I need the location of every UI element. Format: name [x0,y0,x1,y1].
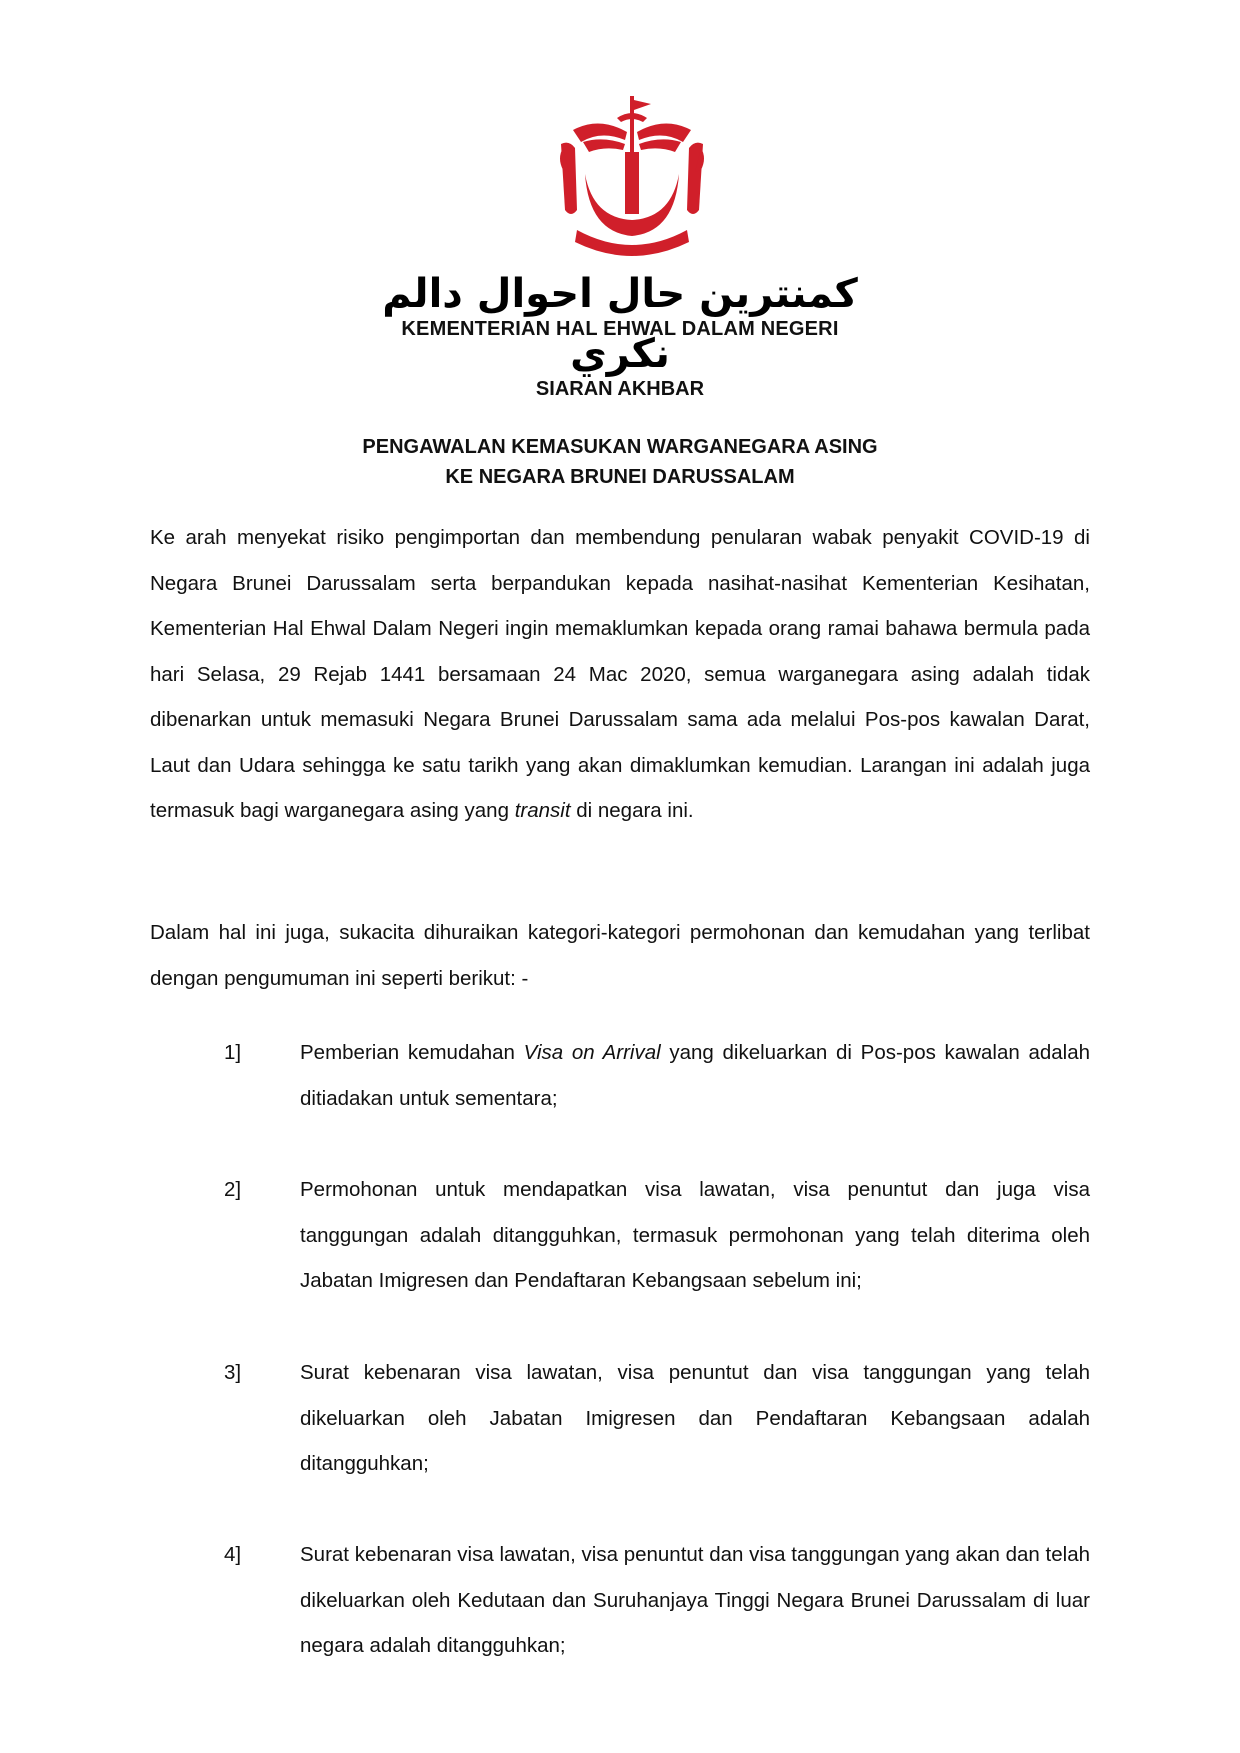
list-item-text [300,1030,1090,1121]
list-item-number: 4] [224,1543,242,1566]
list-item-text-post: yang dikeluarkan di Pos-pos kawalan adalah ditiadakan untuk sementara; [300,1041,1091,1110]
ministry-jawi-title: كمنترين حال احوال دالم نكري [382,271,858,377]
list-item-number: 1] [224,1041,242,1064]
title-line-2: KE NEGARA BRUNEI DARUSSALAM [445,466,795,488]
ministry-name: KEMENTERIAN HAL EHWAL DALAM NEGERI [401,318,839,340]
paragraph-1-italic: transit [514,799,571,822]
document-type: SIARAN AKHBAR [535,378,705,400]
list-item-text-italic: Visa on Arrival [523,1041,661,1064]
list-item-text: Surat kebenaran visa lawatan, visa penuntut dan visa tanggungan yang telah dikeluarkan oleh Jabatan Imigresen dan Pendaftaran Kebangsaan adalah ditangguhkan; [300,1361,1090,1475]
press-release-title [150,432,1090,492]
paragraph-1-main: Ke arah menyekat risiko pengimportan dan membendung penularan wabak penyakit COVID-19 di Negara Brunei Darussalam serta berpandukan kepada nasihat-nasihat Kementerian Kesihatan, Kementerian Hal Ehwal Dalam Negeri ingin memaklumkan kepada orang ramai bahawa bermula pada hari Selasa, 29 Rejab 1441 bersamaan 24 Mac 2020, semua warganegara asing adalah tidak dibenarkan untuk memasuki Negara Brunei Darussalam sama ada melalui Pos-pos kawalan Darat, Laut dan Udara sehingga ke satu tarikh yang akan dimaklumkan kemudian. Larangan ini adalah juga termasuk bagi warganegara asing yang [150,526,1090,822]
paragraph-2: Dalam hal ini juga, sukacita dihuraikan kategori-kategori permohonan dan kemudahan yang terlibat dengan pengumuman ini seperti berikut: - [150,921,1090,990]
paragraph-1-end: di negara ini. [576,799,694,822]
list-item-text-pre: Pemberian kemudahan [300,1041,515,1064]
title-line-1: PENGAWALAN KEMASUKAN WARGANEGARA ASING [362,436,878,458]
brunei-crest-icon [555,92,710,262]
list-item-text: Permohonan untuk mendapatkan visa lawatan, visa penuntut dan juga visa tanggungan adalah ditangguhkan, termasuk permohonan yang telah diterima oleh Jabatan Imigresen dan Pendaftaran Kebangsaan sebelum ini; [300,1178,1090,1292]
list-item-number: 2] [224,1178,242,1201]
list-item-text: Surat kebenaran visa lawatan, visa penuntut dan visa tanggungan yang akan dan telah dikeluarkan oleh Kedutaan dan Suruhanjaya Tinggi Negara Brunei Darussalam di luar negara adalah ditangguhkan; [300,1543,1090,1657]
paragraph-1 [150,515,1090,834]
list-item-number: 3] [224,1361,242,1384]
